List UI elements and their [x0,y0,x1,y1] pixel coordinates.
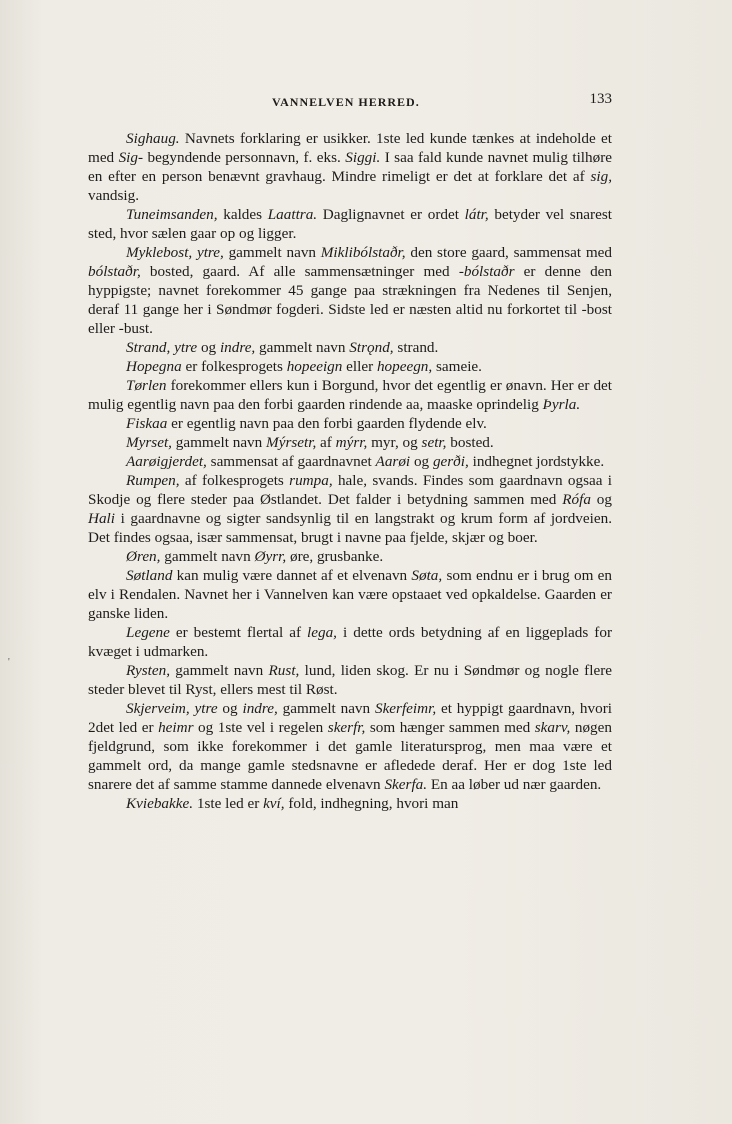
italic-term: Øyrr, [254,548,287,565]
italic-term: mýrr, [335,434,368,451]
text-run: og [217,700,243,717]
italic-term: Rumpen, [126,472,180,489]
text-run: gammelt navn [223,244,321,261]
italic-term: Mýrsetr, [266,434,317,451]
italic-term: Fiskaa [126,415,168,432]
italic-term: setr, [421,434,447,451]
text-run: er denne den hyppigste; navnet forekommer 45 gange paa strækningen fra Nedenes til Senjen, deraf 11 gange her i Søndmør fogderi. Sidste led er næsten altid nu forkortet til -bost eller -bust. [88,263,612,337]
italic-term: kví, [263,795,285,812]
entry-paragraph [88,699,612,794]
text-run: lund, liden skog. Er nu i Søndmør og nogle flere steder blevet til Ryst, ellers mest til Røst. [88,662,612,698]
italic-term: Miklibólstaðr, [320,244,406,261]
text-run: af folkesprogets [179,472,290,489]
italic-term: Aarøigjerdet, [126,453,207,470]
italic-term: hopeegn, [376,358,433,375]
italic-term: gerði, [432,453,469,470]
text-run: hale, svands. Findes som gaardnavn ogsaa i Skodje og flere steder paa Østlandet. Det falder i betydning sammen med [88,472,612,508]
italic-term: Aarøi [375,453,411,470]
italic-term: Skerfeimr, [374,700,437,717]
text-run: En aa løber ud nær gaarden. [427,776,602,793]
text-run: forekommer ellers kun i Borgund, hvor det egentlig er ønavn. Her er det mulig egentlig navn paa den forbi gaarden rindende aa, maaske oprindelig [88,377,612,413]
italic-term: látr, [464,206,489,223]
italic-term: Søta, [411,567,443,584]
italic-term: Rust, [268,662,300,679]
italic-term: Kviebakke. [126,795,194,812]
entry-paragraph [88,376,612,414]
text-run: betyder vel snarest sted, hvor sælen gaar op og ligger. [88,206,612,242]
text-run: som endnu er i brug om en elv i Rendalen. Navnet her i Vannelven kan være opstaaet ved opkaldelse. Gaarden er ganske liden. [88,567,612,622]
entry-paragraph [88,338,612,357]
entry-paragraph [88,357,612,376]
italic-term: -bólstaðr [458,263,515,280]
text-run: Navnets forklaring er usikker. 1ste led kunde tænkes at indeholde et med [88,130,612,166]
text-run: som hænger sammen med [365,719,535,736]
italic-term: Siggi. [345,149,381,166]
entry-paragraph [88,623,612,661]
italic-term: Søtland [126,567,173,584]
text-run: gammelt navn [171,434,267,451]
entry-paragraph [88,547,612,566]
text-run: og 1ste vel i regelen [193,719,328,736]
italic-term: bólstaðr, [88,263,141,280]
text-run: den store gaard, sammensat med [405,244,613,261]
page-body [88,129,612,813]
italic-term: Strǫnd, [349,339,394,356]
italic-term: indre, [242,700,278,717]
text-run: af [316,434,336,451]
text-run: gammelt navn [277,700,375,717]
text-run: er folkesprogets [181,358,287,375]
italic-term: Tørlen [126,377,167,394]
italic-term: Legene [126,624,170,641]
text-run: gammelt navn [255,339,350,356]
italic-term: Hali [88,510,116,527]
text-run: bosted. [446,434,494,451]
margin-mark: ' [8,657,10,668]
italic-term: Þyrla. [542,396,581,413]
page-number: 133 [589,91,612,107]
text-run: myr, og [367,434,422,451]
italic-term: Skjerveim, ytre [126,700,218,717]
italic-term: Øren, [126,548,161,565]
text-run: indhegnet jordstykke. [468,453,605,470]
text-run: strand. [393,339,439,356]
text-run: i gaardnavne og sigter sandsynlig til en langstrakt og krum form af jordveien. Det findes ogsaa, især sammensat, brugt i navne paa fjelde, skjær og boer. [88,510,612,546]
italic-term: Laattra. [267,206,318,223]
italic-term: skerfr, [327,719,366,736]
text-run: kaldes [217,206,268,223]
text-run: vandsig. [88,187,140,204]
text-run: begyndende personnavn, f. eks. [143,149,346,166]
page-header [88,91,612,113]
entry-paragraph [88,414,612,433]
text-run: gammelt navn [160,548,255,565]
italic-term: Sig- [118,149,144,166]
text-run: kan mulig være dannet af et elvenavn [172,567,412,584]
text-run: og [590,491,612,508]
italic-term: skarv, [534,719,571,736]
entry-paragraph [88,452,612,471]
entry-paragraph [88,661,612,699]
italic-term: indre, [219,339,256,356]
text-run: øre, grusbanke. [286,548,384,565]
italic-term: Myklebost, ytre, [126,244,224,261]
text-run: er egentlig navn paa den forbi gaarden flydende elv. [167,415,487,432]
italic-term: hopeeign [286,358,343,375]
text-run: et hyppigt gaardnavn, hvori 2det led er [88,700,612,736]
entry-paragraph [88,243,612,338]
text-run: og [197,339,220,356]
text-run: fold, indhegning, hvori man [284,795,459,812]
entry-paragraph [88,471,612,547]
italic-term: rumpa, [289,472,333,489]
italic-term: Myrset, [126,434,172,451]
text-run: er bestemt flertal af [169,624,308,641]
running-title: VANNELVEN HERRED. [272,95,420,109]
italic-term: Tuneimsanden, [126,206,218,223]
italic-term: Rysten, [126,662,171,679]
text-run: eller [342,358,377,375]
entry-paragraph [88,566,612,623]
text-run: bosted, gaard. Af alle sammensætninger med [140,263,459,280]
italic-term: Sighaug. [126,130,180,147]
text-run: gammelt navn [170,662,269,679]
text-run: i dette ords betydning af en liggeplads for kvæget i udmarken. [88,624,613,660]
text-run: Daglignavnet er ordet [317,206,465,223]
text-run: I saa fald kunde navnet mulig tilhøre en efter en person benævnt gravhaug. Mindre rimeligt er det at forklare det af [88,149,612,185]
entry-paragraph [88,129,612,205]
text-run: 1ste led er [193,795,264,812]
italic-term: heimr [158,719,194,736]
italic-term: Hopegna [126,358,182,375]
italic-term: lega, [307,624,337,641]
text-run: nøgen fjeldgrund, som ikke forekommer i det gamle literatursprog, men maa være et gammelt ord, da mange gamle stedsnavne er afledede deraf. Her er dog 1ste led snarere det af samme stamme dannede elvenavn [88,719,612,793]
italic-term: Rófa [562,491,591,508]
text-run: og [410,453,433,470]
text-run: sammensat af gaardnavnet [206,453,376,470]
text-run: sameie. [432,358,482,375]
italic-term: Strand, ytre [126,339,198,356]
entry-paragraph [88,205,612,243]
italic-term: sig, [590,168,612,185]
entry-paragraph [88,794,612,813]
italic-term: Skerfa. [384,776,428,793]
entry-paragraph [88,433,612,452]
